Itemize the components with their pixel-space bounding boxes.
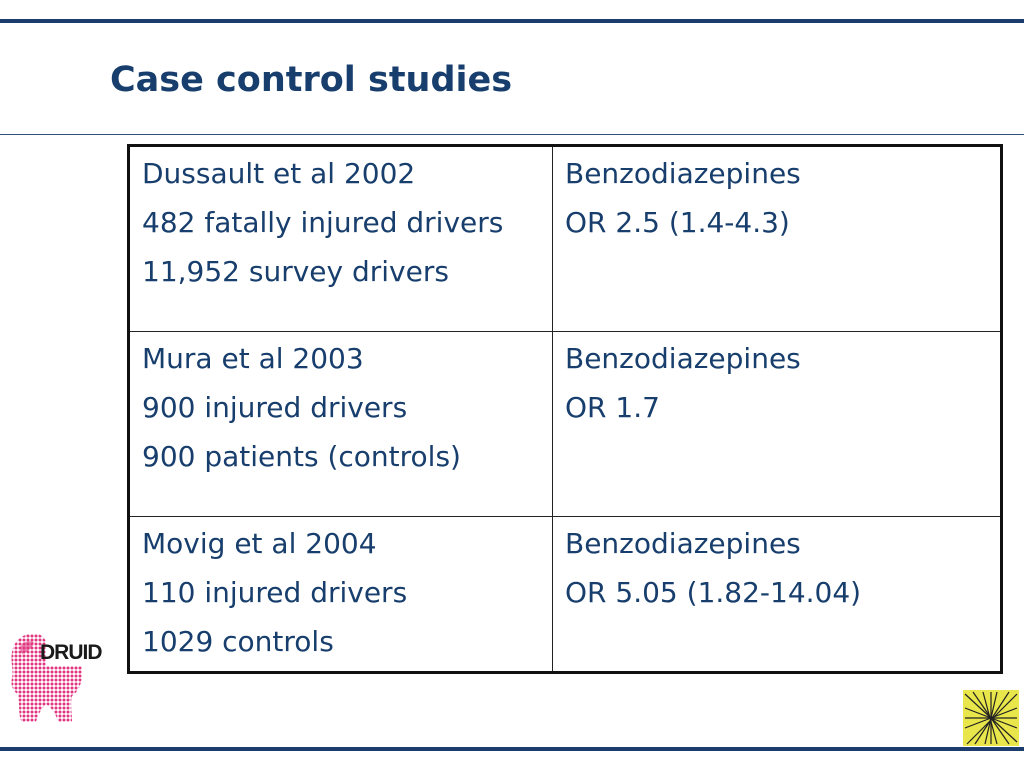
table-row xyxy=(129,146,1002,332)
study-author: Movig et al 2004 xyxy=(142,527,377,560)
case-control-table xyxy=(127,144,1003,674)
result-cell xyxy=(553,517,1002,673)
study-author: Dussault et al 2002 xyxy=(142,157,416,190)
study-controls: 11,952 survey drivers xyxy=(142,255,449,288)
study-cases: 900 injured drivers xyxy=(142,391,408,424)
study-cases: 110 injured drivers xyxy=(142,576,408,609)
result-drug: Benzodiazepines xyxy=(565,157,801,190)
studies-table-container xyxy=(127,144,1000,674)
result-cell xyxy=(553,146,1002,332)
study-cell xyxy=(129,146,553,332)
table-row xyxy=(129,332,1002,517)
result-cell xyxy=(553,332,1002,517)
druid-logo-text: DRUID xyxy=(40,641,102,664)
result-odds-ratio: OR 1.7 xyxy=(565,391,660,424)
bottom-rule xyxy=(0,747,1024,751)
table-row xyxy=(129,517,1002,673)
result-odds-ratio: OR 5.05 (1.82-14.04) xyxy=(565,576,862,609)
study-cell xyxy=(129,517,553,673)
study-controls: 900 patients (controls) xyxy=(142,440,461,473)
study-controls: 1029 controls xyxy=(142,625,334,658)
top-rule xyxy=(0,19,1024,23)
slide-title: Case control studies xyxy=(110,60,513,100)
result-drug: Benzodiazepines xyxy=(565,342,801,375)
study-author: Mura et al 2003 xyxy=(142,342,364,375)
result-odds-ratio: OR 2.5 (1.4-4.3) xyxy=(565,206,790,239)
result-drug: Benzodiazepines xyxy=(565,527,801,560)
title-divider xyxy=(0,134,1024,135)
net-logo-icon xyxy=(963,690,1019,746)
study-cases: 482 fatally injured drivers xyxy=(142,206,504,239)
study-cell xyxy=(129,332,553,517)
